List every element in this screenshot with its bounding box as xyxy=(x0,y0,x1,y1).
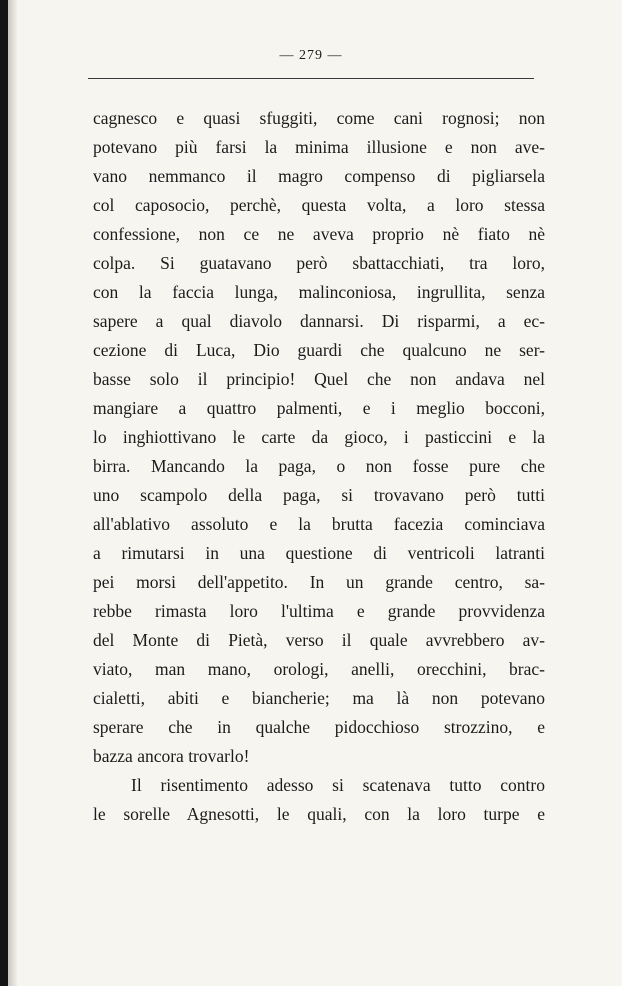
text-line: le sorelle Agnesotti, le quali, con la loro turpe e xyxy=(93,804,545,824)
text-line: pei morsi dell'appetito. In un grande centro, sa- xyxy=(93,572,545,592)
text-line-paragraph-start: Il risentimento adesso si scatenava tutto contro xyxy=(131,775,545,795)
text-line: lo inghiottivano le carte da gioco, i pasticcini e la xyxy=(93,427,545,447)
page-binding-shadow xyxy=(8,0,18,986)
text-line: col caposocio, perchè, questa volta, a loro stessa xyxy=(93,195,545,215)
text-line: del Monte di Pietà, verso il quale avvrebbero av- xyxy=(93,630,545,650)
text-line: cagnesco e quasi sfuggiti, come cani rognosi; non xyxy=(93,108,545,128)
text-line: uno scampolo della paga, si trovavano però tutti xyxy=(93,485,545,505)
text-line: sapere a qual diavolo dannarsi. Di risparmi, a ec- xyxy=(93,311,545,331)
page-binding-edge xyxy=(0,0,8,986)
text-line: colpa. Si guatavano però sbattacchiati, tra loro, xyxy=(93,253,545,273)
text-line: mangiare a quattro palmenti, e i meglio bocconi, xyxy=(93,398,545,418)
text-line: sperare che in qualche pidocchioso strozzino, e xyxy=(93,717,545,737)
page-number: — 279 — xyxy=(279,48,343,63)
text-line: a rimutarsi in una questione di ventricoli latranti xyxy=(93,543,545,563)
text-line: con la faccia lunga, malinconiosa, ingrullita, senza xyxy=(93,282,545,302)
text-line: viato, man mano, orologi, anelli, orecchini, brac- xyxy=(93,659,545,679)
text-line: potevano più farsi la minima illusione e non ave- xyxy=(93,137,545,157)
text-line: all'ablativo assoluto e la brutta facezia cominciava xyxy=(93,514,545,534)
text-line: vano nemmanco il magro compenso di pigliarsela xyxy=(93,166,545,186)
text-line: cezione di Luca, Dio guardi che qualcuno ne ser- xyxy=(93,340,545,360)
text-line: cialetti, abiti e biancherie; ma là non potevano xyxy=(93,688,545,708)
body-text xyxy=(93,104,545,829)
text-line: birra. Mancando la paga, o non fosse pure che xyxy=(93,456,545,476)
text-line: rebbe rimasta loro l'ultima e grande provvidenza xyxy=(93,601,545,621)
header-rule xyxy=(88,78,534,79)
text-line-paragraph-end: bazza ancora trovarlo! xyxy=(93,746,250,766)
text-line: confessione, non ce ne aveva proprio nè fiato nè xyxy=(93,224,545,244)
text-line: basse solo il principio! Quel che non andava nel xyxy=(93,369,545,389)
